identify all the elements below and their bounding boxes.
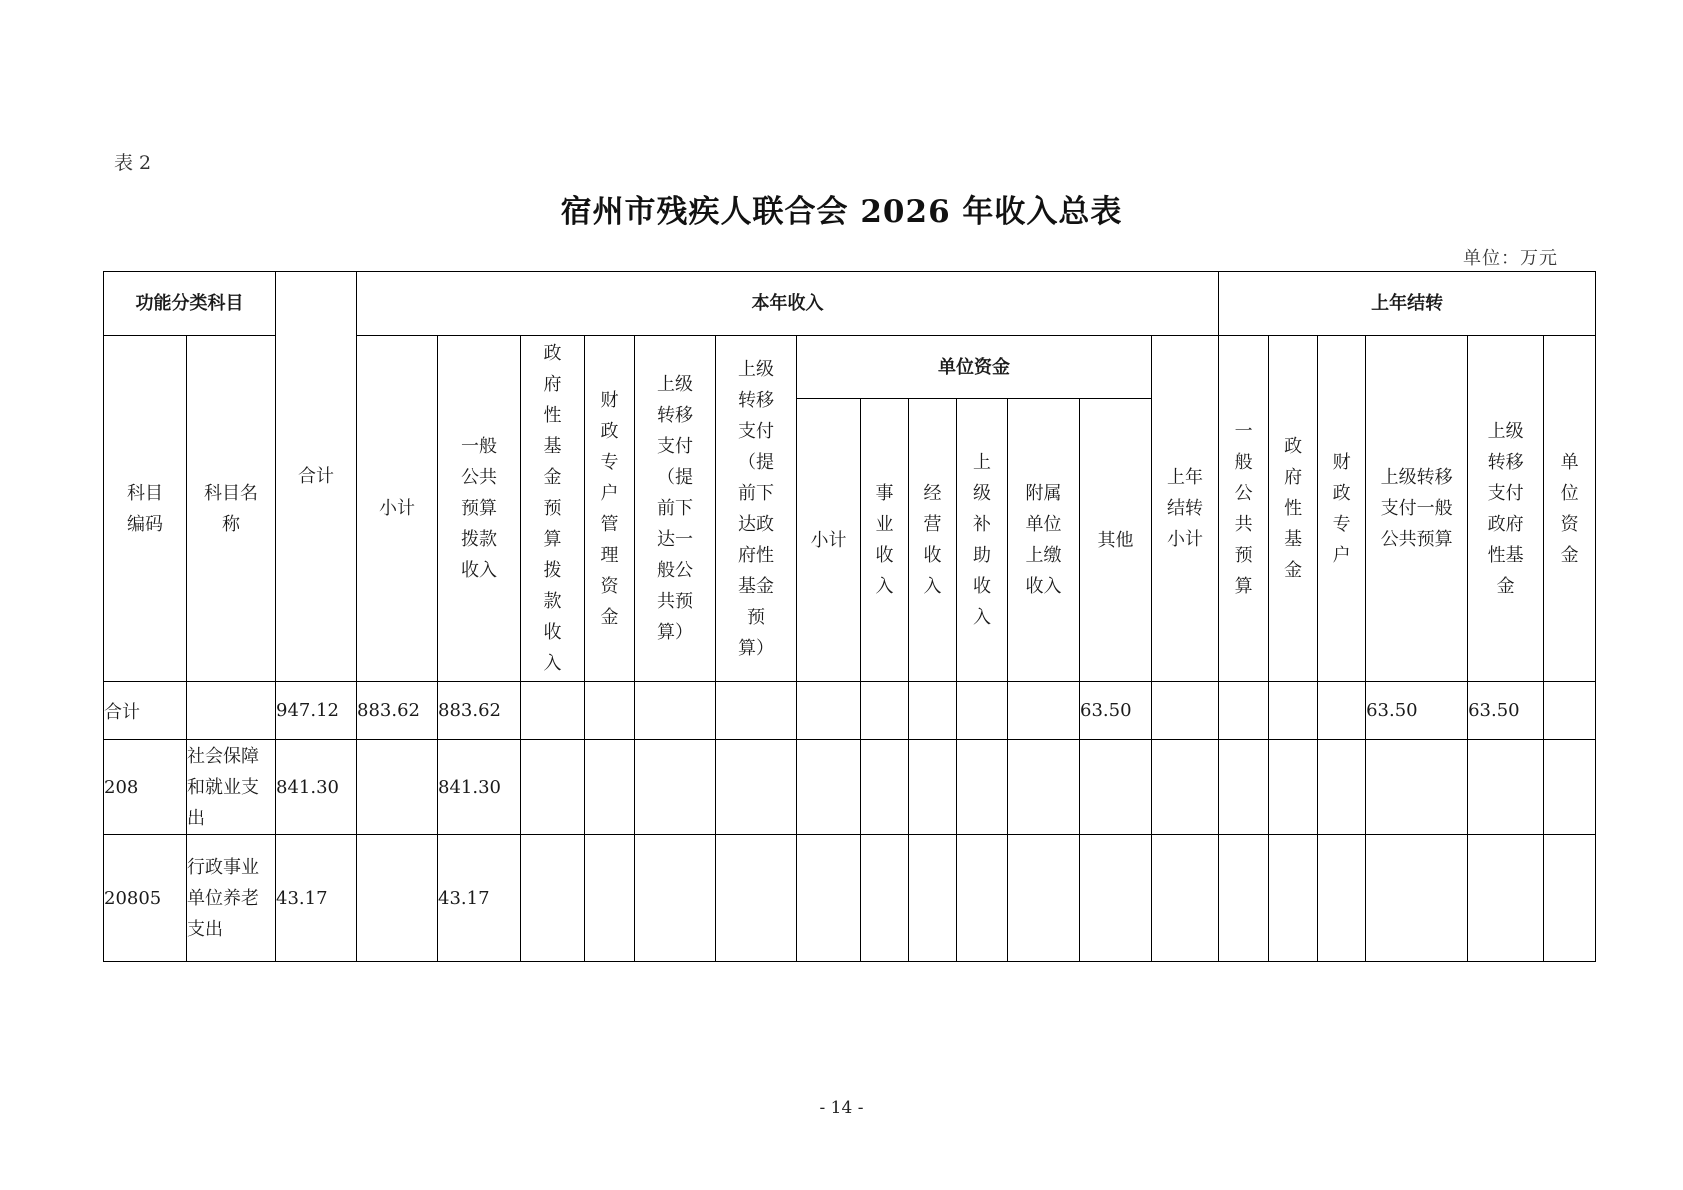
cell-total: 947.12 (276, 682, 357, 740)
header-total: 合计 (276, 272, 357, 682)
cell-general-budget: 883.62 (438, 682, 521, 740)
header-carryover: 上年结转 (1219, 272, 1596, 336)
cell-general-budget: 841.30 (438, 740, 521, 835)
header-unit-funds: 单位资金 (797, 336, 1152, 399)
header-uf-operating: 经营收入 (909, 399, 957, 682)
cell-co-subtotal (1152, 682, 1219, 740)
cell-uf-business (861, 682, 909, 740)
cell-co-gov-fund (1269, 740, 1318, 835)
header-co-general: 一般公共预算 (1219, 336, 1269, 682)
header-co-unit: 单位资金 (1544, 336, 1596, 682)
header-transfer-gov: 上级转移支付（提前下达政府性基金预算） (716, 336, 797, 682)
cell-uf-affiliated (1008, 682, 1080, 740)
cell-co-unit (1544, 740, 1596, 835)
cell-co-gov-fund (1269, 682, 1318, 740)
cell-co-fiscal (1318, 682, 1366, 740)
cell-co-transfer-general (1366, 740, 1468, 835)
cell-total: 43.17 (276, 835, 357, 962)
cell-fiscal-special (585, 835, 635, 962)
unit-label: 单位：万元 (1463, 248, 1558, 269)
cell-subtotal (357, 835, 438, 962)
cell-uf-subsidy (957, 682, 1008, 740)
cell-total: 841.30 (276, 740, 357, 835)
cell-code: 208 (104, 740, 187, 835)
cell-fiscal-special (585, 682, 635, 740)
cell-co-unit (1544, 835, 1596, 962)
cell-gov-fund (521, 682, 585, 740)
cell-uf-subsidy (957, 740, 1008, 835)
header-uf-business: 事业收入 (861, 399, 909, 682)
header-gov-fund: 政府性基金预算拨款收入 (521, 336, 585, 682)
cell-co-transfer-gov (1468, 740, 1544, 835)
header-current-year: 本年收入 (357, 272, 1219, 336)
header-uf-affiliated: 附属单位上缴收入 (1008, 399, 1080, 682)
cell-uf-subtotal (797, 682, 861, 740)
cell-subtotal (357, 740, 438, 835)
cell-co-subtotal (1152, 835, 1219, 962)
cell-uf-operating (909, 835, 957, 962)
table-row (104, 835, 1596, 962)
cell-code: 20805 (104, 835, 187, 962)
cell-uf-operating (909, 740, 957, 835)
cell-name (187, 682, 276, 740)
cell-uf-affiliated (1008, 740, 1080, 835)
page-number: - 14 - (819, 1098, 864, 1118)
table-row (104, 740, 1596, 835)
cell-name: 行政事业单位养老支出 (187, 835, 276, 962)
cell-uf-subtotal (797, 835, 861, 962)
cell-co-transfer-gov (1468, 835, 1544, 962)
cell-uf-business (861, 835, 909, 962)
table-row (104, 682, 1596, 740)
cell-uf-other (1080, 740, 1152, 835)
cell-uf-affiliated (1008, 835, 1080, 962)
cell-gov-fund (521, 835, 585, 962)
cell-transfer-general (635, 835, 716, 962)
cell-transfer-general (635, 740, 716, 835)
cell-fiscal-special (585, 740, 635, 835)
cell-co-transfer-gov: 63.50 (1468, 682, 1544, 740)
header-subtotal: 小计 (357, 336, 438, 682)
cell-co-fiscal (1318, 835, 1366, 962)
cell-co-unit (1544, 682, 1596, 740)
cell-transfer-gov (716, 682, 797, 740)
page-title: 宿州市残疾人联合会 2026 年收入总表 (560, 194, 1123, 230)
cell-gov-fund (521, 740, 585, 835)
cell-co-general (1219, 835, 1269, 962)
cell-uf-other: 63.50 (1080, 682, 1152, 740)
header-fiscal-special: 财政专户管理资金 (585, 336, 635, 682)
cell-co-transfer-general: 63.50 (1366, 682, 1468, 740)
header-co-gov-fund: 政府性基金 (1269, 336, 1318, 682)
cell-general-budget: 43.17 (438, 835, 521, 962)
cell-co-gov-fund (1269, 835, 1318, 962)
header-co-subtotal: 上年结转小计 (1152, 336, 1219, 682)
header-transfer-general: 上级转移支付（提前下达一般公共预算） (635, 336, 716, 682)
cell-transfer-general (635, 682, 716, 740)
header-uf-other: 其他 (1080, 399, 1152, 682)
header-name: 科目名称 (187, 336, 276, 682)
header-co-transfer-gov: 上级转移支付政府性基金 (1468, 336, 1544, 682)
cell-co-fiscal (1318, 740, 1366, 835)
cell-uf-other (1080, 835, 1152, 962)
cell-name: 社会保障和就业支出 (187, 740, 276, 835)
header-general-budget: 一般公共预算拨款收入 (438, 336, 521, 682)
cell-code: 合计 (104, 682, 187, 740)
header-uf-subsidy: 上级补助收入 (957, 399, 1008, 682)
cell-co-transfer-general (1366, 835, 1468, 962)
cell-co-general (1219, 740, 1269, 835)
cell-subtotal: 883.62 (357, 682, 438, 740)
cell-transfer-gov (716, 740, 797, 835)
header-co-fiscal: 财政专户 (1318, 336, 1366, 682)
header-uf-subtotal: 小计 (797, 399, 861, 682)
cell-uf-operating (909, 682, 957, 740)
cell-transfer-gov (716, 835, 797, 962)
cell-uf-subsidy (957, 835, 1008, 962)
header-func-class: 功能分类科目 (104, 272, 276, 336)
table-label: 表 2 (114, 152, 152, 174)
header-code: 科目编码 (104, 336, 187, 682)
cell-co-general (1219, 682, 1269, 740)
cell-uf-business (861, 740, 909, 835)
income-summary-table (103, 271, 1596, 962)
cell-uf-subtotal (797, 740, 861, 835)
header-co-transfer-general: 上级转移支付一般公共预算 (1366, 336, 1468, 682)
cell-co-subtotal (1152, 740, 1219, 835)
